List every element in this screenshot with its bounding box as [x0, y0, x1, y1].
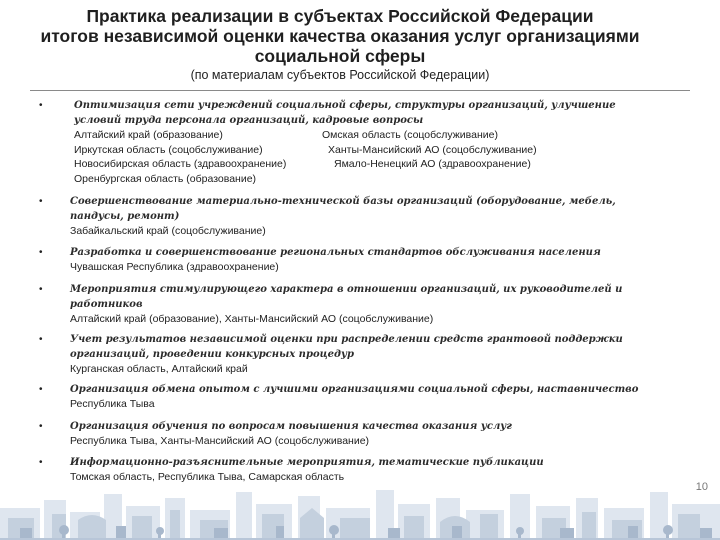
region-entry: Ямало-Ненецкий АО (здравоохранение) [334, 158, 531, 170]
item-heading: Организация обмена опытом с лучшими организациями социальной сферы, наставничество [70, 384, 639, 395]
item-heading: Информационно-разъяснительные мероприятия, тематические публикации [70, 457, 544, 468]
bullet-icon: • [39, 457, 43, 468]
title-line-2: итогов независимой оценки качества оказания услуг организациями [40, 26, 640, 46]
region-entry: Иркутская область (соцобслуживание) [74, 143, 263, 156]
city-skyline-decoration [0, 474, 720, 540]
region-entry: Забайкальский край (соцобслуживание) [70, 225, 266, 237]
list-item-body [70, 332, 650, 377]
item-heading: Мероприятия стимулирующего характера в отношении организаций, их руководителей и работников [70, 284, 623, 310]
bullet-icon: • [39, 421, 43, 432]
region-entry: Алтайский край (образование) [74, 129, 223, 141]
item-heading: Организация обучения по вопросам повышения качества оказания услуг [70, 421, 512, 432]
region-entry: Оренбургская область (образование) [74, 172, 257, 185]
list-item-body [70, 245, 670, 275]
list-item-body [70, 194, 660, 239]
region-entry: Новосибирская область (здравоохранение) [74, 158, 287, 170]
region-entry: Курганская область, Алтайский край [70, 363, 248, 375]
list-item-body [70, 382, 670, 412]
bullet-icon: • [39, 100, 43, 111]
region-entry: Томская область, Республика Тыва, Самарская область [70, 471, 345, 483]
slide-subtitle: (по материалам субъектов Российской Федерации) [190, 68, 490, 82]
region-entry: Алтайский край (образование), Ханты-Мансийский АО (соцобслуживание) [70, 313, 434, 325]
region-entry: Ханты-Мансийский АО (соцобслуживание) [328, 143, 537, 156]
bullet-icon: • [39, 284, 43, 295]
list-item-body [74, 98, 674, 186]
header-divider [30, 90, 690, 91]
title-line-1: Практика реализации в субъектах Российской Федерации [86, 6, 594, 26]
slide-title [0, 6, 680, 66]
region-entry: Омская область (соцобслуживание) [322, 129, 498, 141]
bullet-icon: • [39, 384, 43, 395]
list-item-body [70, 419, 670, 449]
bullet-icon: • [39, 247, 43, 258]
region-grid [74, 128, 674, 186]
region-entry: Республика Тыва [70, 398, 155, 410]
region-entry: Республика Тыва, Ханты-Мансийский АО (соцобслуживание) [70, 435, 370, 447]
title-line-3: социальной сферы [254, 46, 426, 66]
item-heading: Оптимизация сети учреждений социальной сферы, структуры организаций, улучшение условий труда персонала организаций, кадровые вопросы [74, 100, 616, 126]
item-heading: Совершенствование материально-технической базы организаций (оборудование, мебель, пандусы, ремонт) [70, 196, 616, 222]
item-heading: Разработка и совершенствование региональных стандартов обслуживания населения [70, 247, 601, 258]
bullet-icon: • [39, 196, 43, 207]
page-number: 10 [695, 481, 708, 493]
bullet-icon: • [39, 334, 43, 345]
item-heading: Учет результатов независимой оценки при распределении средств грантовой поддержки организаций, проведении конкурсных процедур [70, 334, 623, 360]
list-item-body [70, 282, 630, 327]
region-entry: Чувашская Республика (здравоохранение) [70, 261, 279, 273]
